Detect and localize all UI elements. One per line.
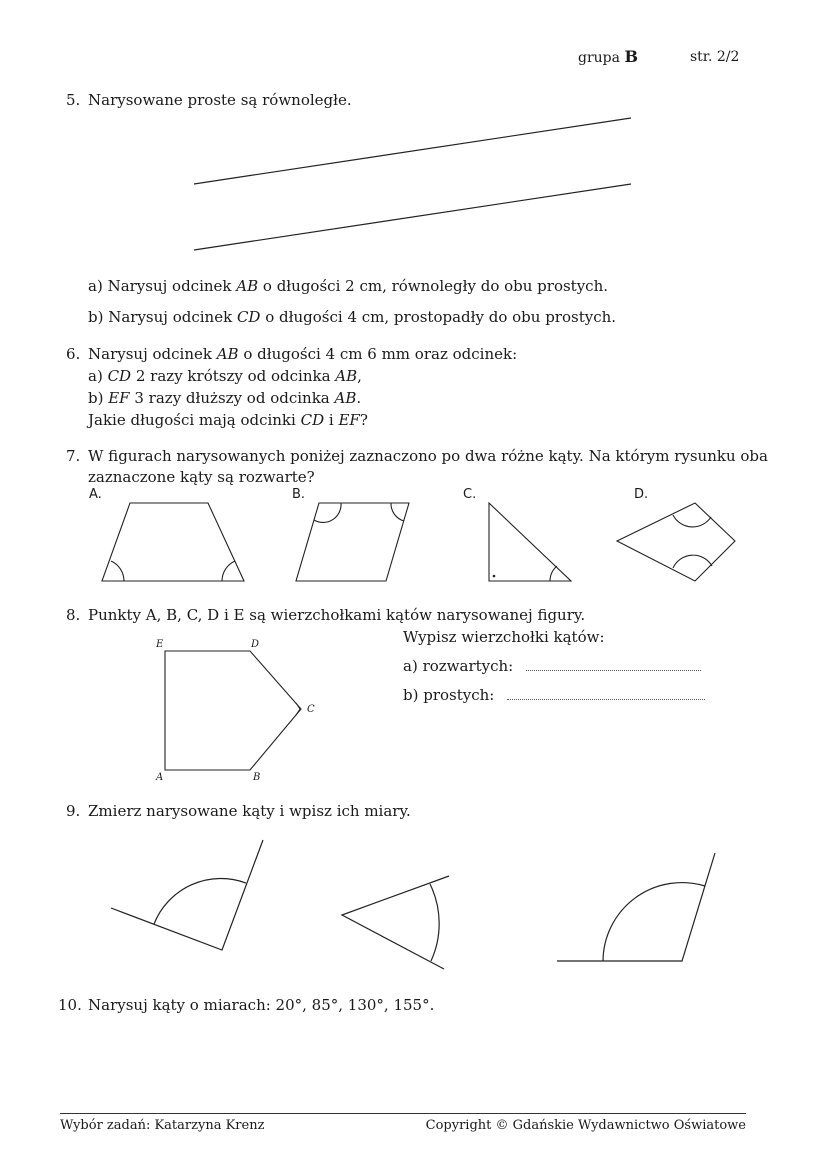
angle-3 [557,853,715,961]
group-label: grupa [578,50,620,66]
q9-number: 9. [66,802,81,820]
q7-line-2: zaznaczone kąty są rozwarte? [88,468,315,486]
q6-line-1: Narysuj odcinek AB o długości 4 cm 6 mm oraz odcinek: [88,345,518,363]
q10-number: 10. [58,996,82,1014]
footer-right: Copyright © Gdańskie Wydawnictwo Oświatowe [425,1118,746,1133]
vertex-label-c: C [307,704,315,715]
q6-line-2: a) CD 2 razy krótszy od odcinka AB, [88,367,362,385]
q9-text: Zmierz narysowane kąty i wpisz ich miary. [88,802,411,820]
group-letter: B [624,47,638,66]
vertex-label-b: B [253,772,261,783]
angle-2-arc [430,884,439,961]
q8-answer-a: a) rozwartych: [403,656,701,676]
q6-line-3: b) EF 3 razy dłuższy od odcinka AB. [88,389,362,407]
angle-3-arc [603,883,705,961]
q8-text: Punkty A, B, C, D i E są wierzchołkami kątów narysowanej figury. [88,606,586,624]
vertex-label-a: A [156,772,164,783]
q5-part-a: a) Narysuj odcinek AB o długości 2 cm, równoległy do obu prostych. [88,277,609,295]
q6-line-4: Jakie długości mają odcinki CD i EF? [88,411,368,429]
q5-text: Narysowane proste są równoległe. [88,91,352,109]
q7-option-d: D. [634,487,649,502]
q7-option-c: C. [463,487,477,502]
q5-part-b: b) Narysuj odcinek CD o długości 4 cm, prostopadły do obu prostych. [88,308,617,326]
q8-answer-b: b) prostych: [403,685,705,705]
q7-line-1: W figurach narysowanych poniżej zaznaczono po dwa różne kąty. Na którym rysunku oba [88,447,768,465]
q8-instruction: Wypisz wierzchołki kątów: [403,628,605,646]
page-number: str. 2/2 [690,49,740,65]
angle-1-arc [154,879,246,924]
q6-number: 6. [66,345,81,363]
q8-number: 8. [66,606,81,624]
q5-number: 5. [66,91,81,109]
q7-option-b: B. [292,487,306,502]
angle-1 [111,840,263,950]
q7-number: 7. [66,447,81,465]
vertex-label-e: E [156,639,164,650]
footer-left: Wybór zadań: Katarzyna Krenz [60,1118,265,1133]
footer-rule [60,1113,746,1114]
q7-option-a: A. [89,487,102,502]
vertex-label-d: D [251,639,260,650]
q10-text: Narysuj kąty o miarach: 20°, 85°, 130°, 155°. [88,996,435,1014]
